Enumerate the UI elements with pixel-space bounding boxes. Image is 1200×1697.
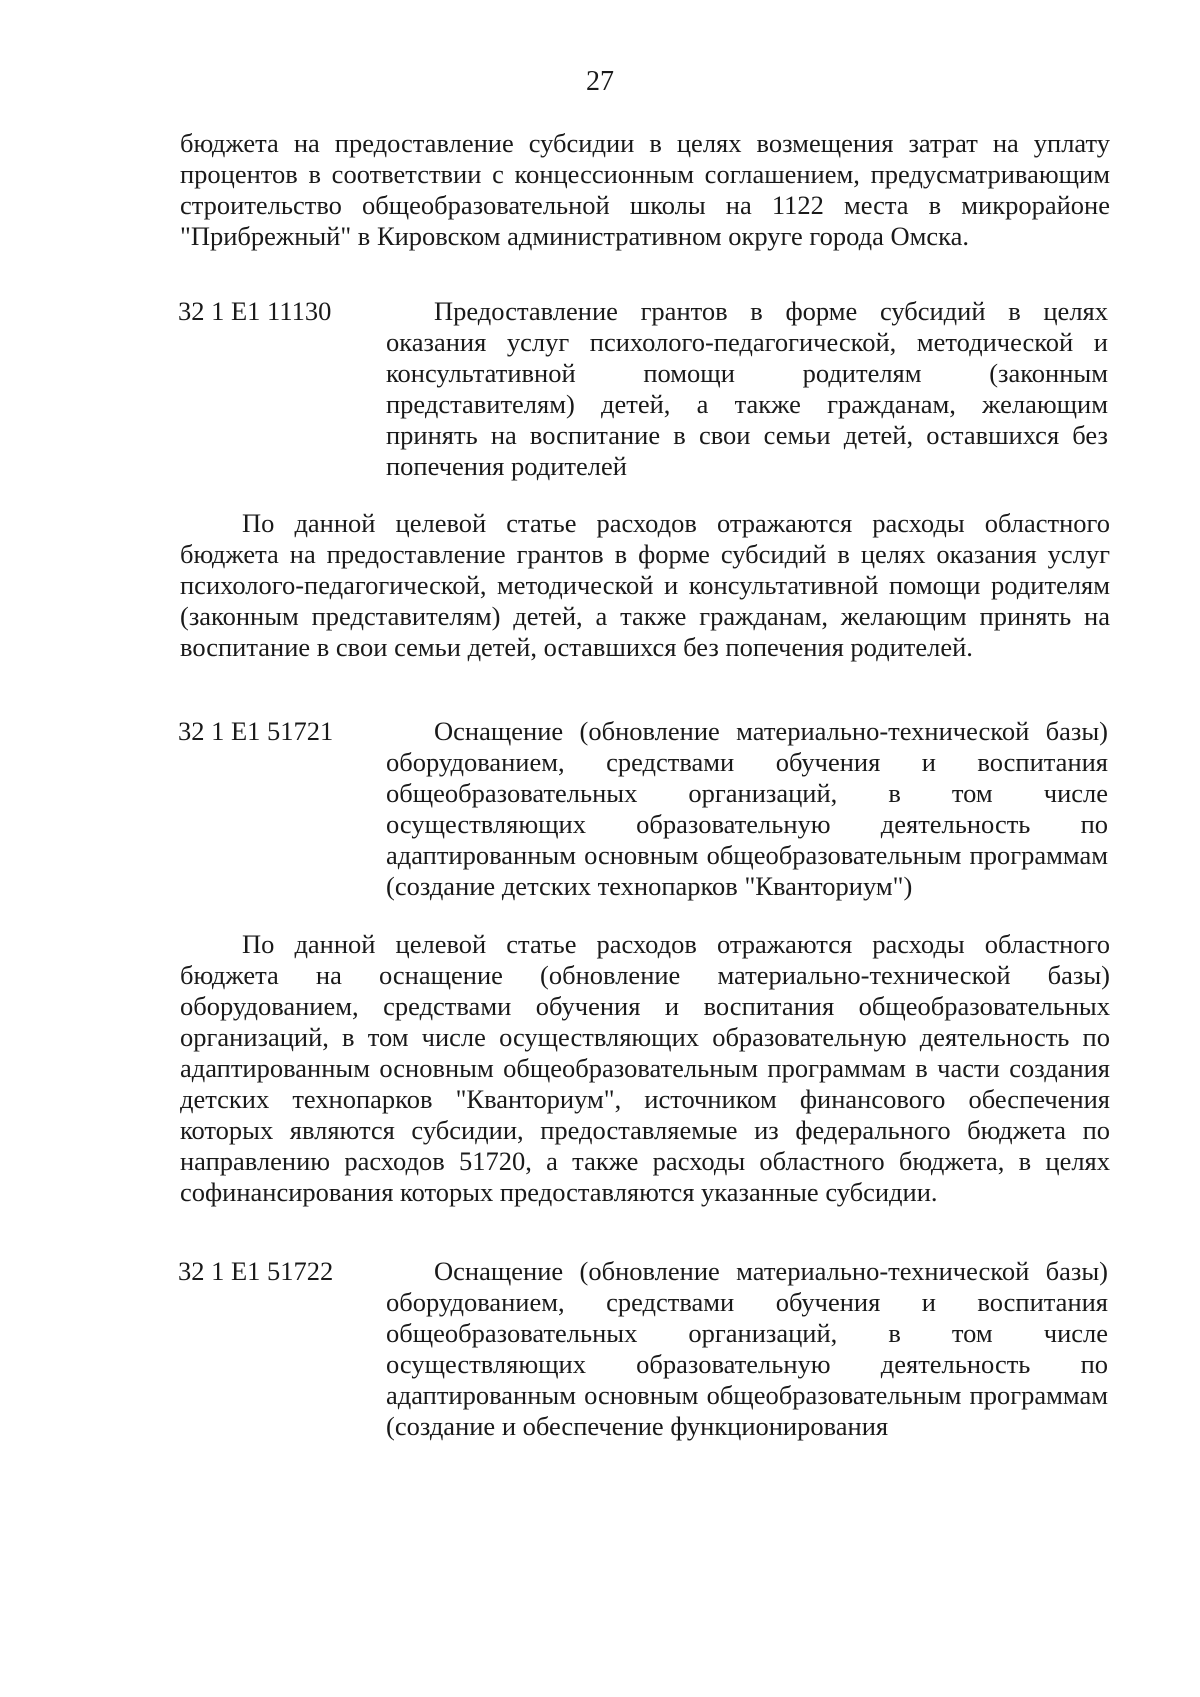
- entry-code: 32 1 E1 51722: [178, 1256, 334, 1286]
- page-number: 27: [586, 66, 614, 97]
- entry-explanation: По данной целевой статье расходов отражаются расходы областного бюджета на предоставление грантов в форме субсидий в целях оказания услуг психолого-педагогической, методической и консультативной помощи родителям (законным представителям) детей, а также гражданам, желающим принять на воспитание в свои семьи детей, оставшихся без попечения родителей.: [180, 508, 1110, 662]
- entry-code: 32 1 E1 51721: [178, 716, 334, 746]
- entry-explanation: По данной целевой статье расходов отражаются расходы областного бюджета на оснащение (обновление материально-технической базы) оборудованием, средствами обучения и воспитания общеобразовательных организаций, в том числе осуществляющих образовательную деятельность по адаптированным основным общеобразовательным программам в части создания детских технопарков "Кванториум", источником финансового обеспечения которых являются субсидии, предоставляемые из федерального бюджета по направлению расходов 51720, а также расходы областного бюджета, в целях софинансирования которых предоставляются указанные субсидии.: [180, 929, 1110, 1207]
- entry-title: Оснащение (обновление материально-технической базы) оборудованием, средствами обучения и воспитания общеобразовательных организаций, в том числе осуществляющих образовательную деятельность по адаптированным основным общеобразовательным программам (создание и обеспечение функционирования: [386, 1256, 1108, 1441]
- entry-title: Предоставление грантов в форме субсидий в целях оказания услуг психолого-педагогической, методической и консультативной помощи родителям (законным представителям) детей, а также гражданам, желающим принять на воспитание в свои семьи детей, оставшихся без попечения родителей: [386, 296, 1108, 481]
- continuation-paragraph: бюджета на предоставление субсидии в целях возмещения затрат на уплату процентов в соответствии с концессионным соглашением, предусматривающим строительство общеобразовательной школы на 1122 места в микрорайоне "Прибрежный" в Кировском административном округе города Омска.: [180, 128, 1110, 251]
- entry-code: 32 1 E1 11130: [178, 296, 332, 326]
- entry-title: Оснащение (обновление материально-технической базы) оборудованием, средствами обучения и воспитания общеобразовательных организаций, в том числе осуществляющих образовательную деятельность по адаптированным основным общеобразовательным программам (создание детских технопарков "Кванториум"): [386, 716, 1108, 901]
